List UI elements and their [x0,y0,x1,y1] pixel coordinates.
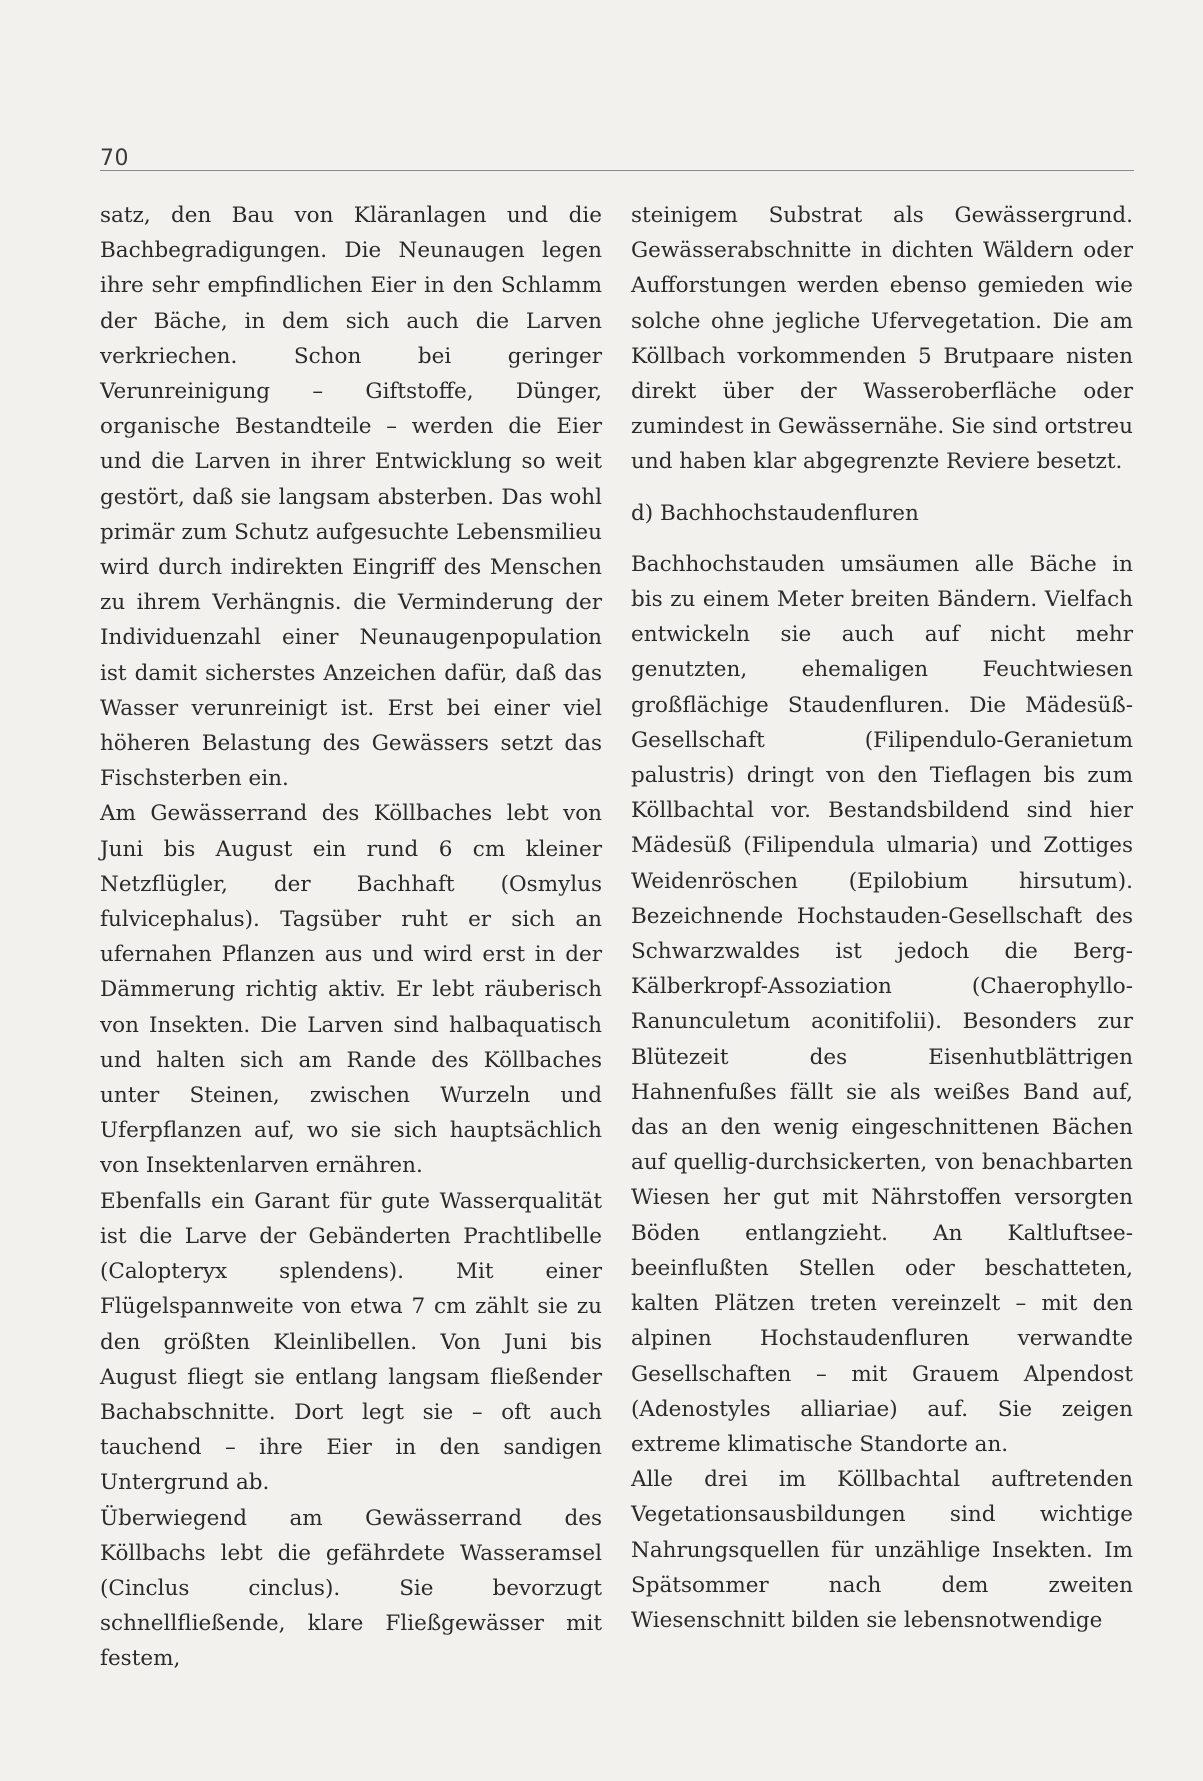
paragraph: Am Gewässerrand des Köllbaches lebt von Juni bis August ein rund 6 cm kleiner Netzflügler, der Bachhaft (Osmylus fulvicephalus). Tagsüber ruht er sich an ufernahen Pflanzen aus und wird erst in der Dämmerung richtig aktiv. Er lebt räuberisch von Insekten. Die Larven sind halbaquatisch und halten sich am Rande des Köllbaches unter Steinen, zwischen Wurzeln und Uferpflanzen auf, wo sie sich hauptsächlich von Insektenlarven ernähren. [100,801,602,1179]
paragraph: Überwiegend am Gewässerrand des Köllbachs lebt die gefährdete Wasseramsel (Cinclus cinclus). Sie bevorzugt schnellfließende, klare Fließgewässer mit festem, [100,1505,602,1672]
paragraph: Ebenfalls ein Garant für gute Wasserqualität ist die Larve der Gebänderten Prachtlibelle (Calopteryx splendens). Mit einer Flügelspannweite von etwa 7 cm zählt sie zu den größten Kleinlibellen. Von Juni bis August fliegt sie entlang langsam fließender Bachabschnitte. Dort legt sie – oft auch tauchend – ihre Eier in den sandigen Untergrund ab. [100,1188,602,1496]
right-column [631,198,1133,1638]
section-heading: d) Bachhochstaudenfluren [631,500,919,526]
header-rule [100,170,1134,171]
left-column [100,198,602,1677]
page-number: 70 [100,146,129,171]
paragraph: Alle drei im Köllbachtal auftretenden Vegetationsausbildungen sind wichtige Nahrungsquellen für unzählige Insekten. Im Spätsommer nach dem zweiten Wiesenschnitt bilden sie lebensnotwendige [631,1467,1133,1633]
paragraph: satz, den Bau von Kläranlagen und die Bachbegradigungen. Die Neunaugen legen ihre sehr empfindlichen Eier in den Schlamm der Bäche, in dem sich auch die Larven verkriechen. Schon bei geringer Verunreinigung – Giftstoffe, Dünger, organische Bestandteile – werden die Eier und die Larven in ihrer Entwicklung so weit gestört, daß sie langsam absterben. Das wohl primär zum Schutz aufgesuchte Lebensmilieu wird durch indirekten Eingriff des Menschen zu ihrem Verhängnis. die Verminderung der Individuenzahl einer Neunaugenpopulation ist damit sicherstes Anzeichen dafür, daß das Wasser verunreinigt ist. Erst bei einer viel höheren Belastung des Gewässers setzt das Fischsterben ein. [100,203,602,792]
spacer [631,480,1133,496]
paragraph: Bachhochstauden umsäumen alle Bäche in bis zu einem Meter breiten Bändern. Vielfach entwickeln sie auch auf nicht mehr genutzten, ehemaligen Feuchtwiesen großflächige Staudenfluren. Die Mädesüß-Gesellschaft (Filipendulo-Geranietum palustris) dringt von den Tieflagen bis zum Köllbachtal vor. Bestandsbildend sind hier Mädesüß (Filipendula ulmaria) und Zottiges Weidenröschen (Epilobium hirsutum). Bezeichnende Hochstauden-Gesellschaft des Schwarzwaldes ist jedoch die Berg-Kälberkropf-Assoziation (Chaerophyllo-Ranunculetum aconitifolii). Besonders zur Blütezeit des Eisenhutblättrigen Hahnenfußes fällt sie als weißes Band auf, das an den wenig eingeschnittenen Bächen auf quellig-durchsickerten, von benachbarten Wiesen her gut mit Nährstoffen versorgten Böden entlangzieht. An Kaltluftsee-beeinflußten Stellen oder beschatteten, kalten Plätzen treten vereinzelt – mit den alpinen Hochstaudenfluren verwandte Gesellschaften – mit Grauem Alpendost (Adenostyles alliariae) auf. Sie zeigen extreme klimatische Standorte an. [631,551,1133,1457]
spacer [631,531,1133,547]
paragraph: steinigem Substrat als Gewässergrund. Gewässerabschnitte in dichten Wäldern oder Aufforstungen werden ebenso gemieden wie solche ohne jegliche Ufervegetation. Die am Köllbach vorkommenden 5 Brutpaare nisten direkt über der Wasseroberfläche oder zumindest in Gewässernähe. Sie sind ortstreu und haben klar abgegrenzte Reviere besetzt. [631,203,1133,475]
